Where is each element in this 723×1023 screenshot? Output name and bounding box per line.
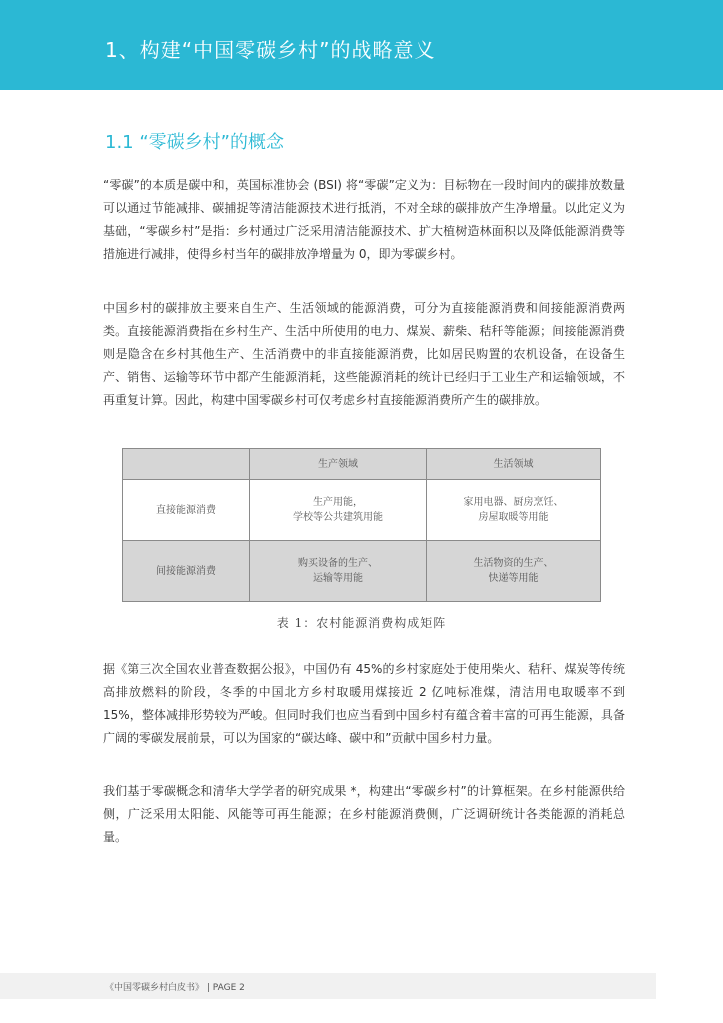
table-header-row (123, 449, 601, 480)
table-row (123, 480, 601, 541)
energy-consumption-matrix-table (122, 448, 601, 602)
footer-page-label: 《中国零碳乡村白皮书》 | PAGE 2 (105, 983, 245, 993)
cell-text: 购买设备的生产、 运输等用能 (298, 558, 378, 584)
table-header-cell: 生活领域 (427, 449, 601, 480)
table-row-label: 直接能源消费 (123, 480, 250, 541)
paragraph-emission-sources: 中国乡村的碳排放主要来自生产、生活领域的能源消费，可分为直接能源消费和间接能源消费两类。直接能源消费指在乡村生产、生活中所使用的电力、煤炭、薪柴、秸秆等能源；间接能源消费则是隐含在乡村其他生产、生活消费中的非直接能源消费，比如居民购置的农机设备，在设备生产、销售、运输等环节中都产生能源消耗，这些能源消耗的统计已经归于工业生产和运输领域，不再重复计算。因此，构建中国零碳乡村可仅考虑乡村直接能源消费所产生的碳排放。 (103, 301, 625, 407)
footer-band (0, 973, 656, 999)
cell-text: 家用电器、厨房烹饪、 房屋取暖等用能 (463, 497, 564, 523)
paragraph-zero-carbon-definition: “零碳”的本质是碳中和，英国标准协会 (BSI) 将“零碳”定义为：目标物在一段时间内的碳排放数量可以通过节能减排、碳捕捉等清洁能源技术进行抵消，不对全球的碳排放产生净增量。以此定义为基础，“零碳乡村”是指：乡村通过广泛采用清洁能源技术、扩大植树造林面积以及降低能源消费等措施进行减排，使得乡村当年的碳排放净增量为 0，即为零碳乡村。 (103, 178, 625, 261)
chapter-title: 1、构建“中国零碳乡村”的战略意义 (105, 38, 436, 62)
table-row-label: 间接能源消费 (123, 541, 250, 602)
table-header-cell: 生产领域 (250, 449, 427, 480)
table-cell (427, 541, 601, 602)
table-cell (250, 480, 427, 541)
table-header-cell (123, 449, 250, 480)
cell-text: 生产用能， 学校等公共建筑用能 (293, 497, 383, 523)
table-row (123, 541, 601, 602)
table-caption: 表 1：农村能源消费构成矩阵 (276, 616, 447, 630)
paragraph-calculation-framework: 我们基于零碳概念和清华大学学者的研究成果 *，构建出“零碳乡村”的计算框架。在乡村能源供给侧，广泛采用太阳能、风能等可再生能源；在乡村能源消费侧，广泛调研统计各类能源的消耗总量。 (103, 784, 625, 844)
table-cell (250, 541, 427, 602)
section-title: 1.1 “零碳乡村”的概念 (105, 132, 284, 153)
cell-text: 生活物资的生产、 快递等用能 (473, 558, 554, 584)
table-cell (427, 480, 601, 541)
paragraph-census-data: 据《第三次全国农业普查数据公报》，中国仍有 45%的乡村家庭处于使用柴火、秸秆、煤炭等传统高排放燃料的阶段，冬季的中国北方乡村取暖用煤接近 2 亿吨标准煤，清洁用电取暖率不到 15%，整体减排形势较为严峻。但同时我们也应当看到中国乡村有蕴含着丰富的可再生能源，具备广阔的零碳发展前景，可以为国家的“碳达峰、碳中和”贡献中国乡村力量。 (103, 662, 625, 745)
